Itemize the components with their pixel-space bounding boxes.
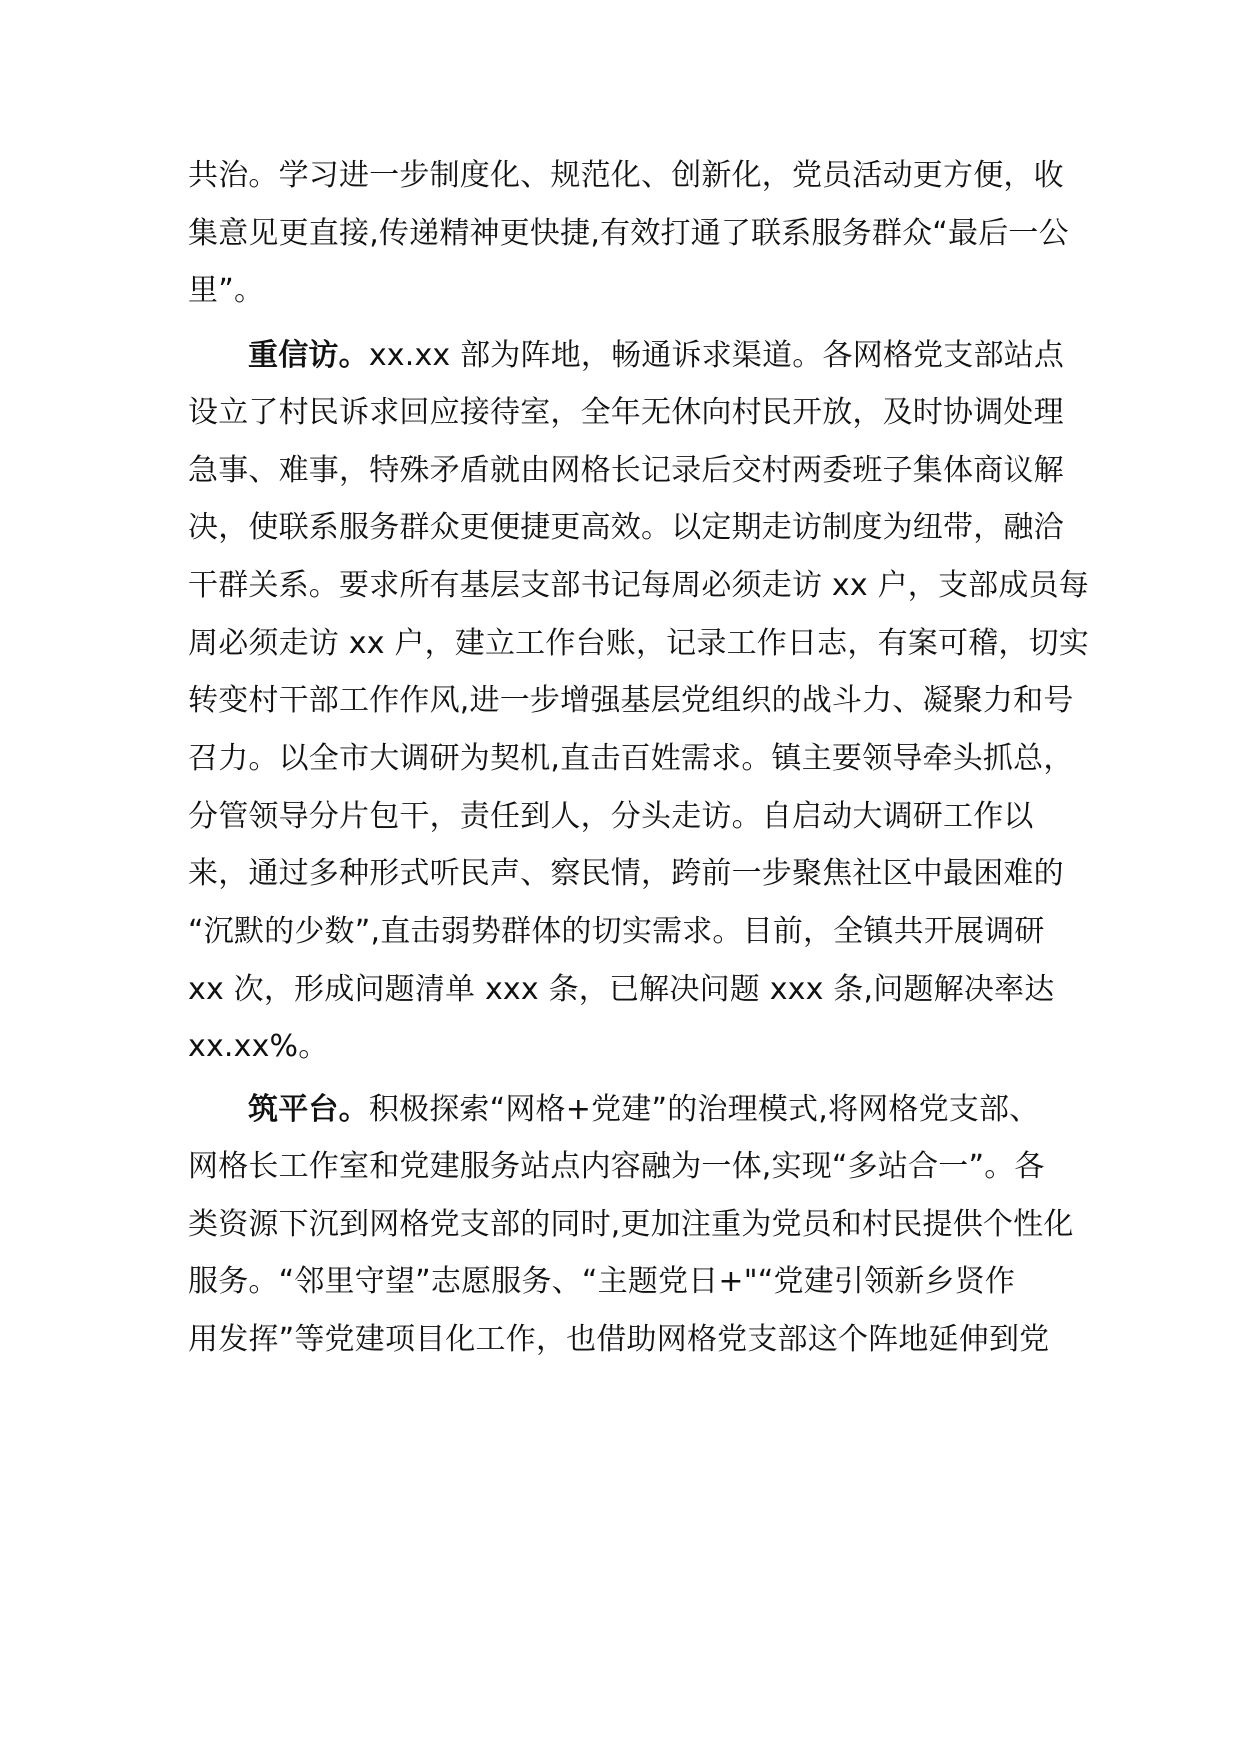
section-heading: 筑平台。 <box>248 1092 369 1127</box>
section-heading: 重信访。 <box>248 338 369 373</box>
text-line: 用发挥”等党建项目化工作，也借助网格党支部这个阵地延伸到党 <box>188 1322 1050 1357</box>
text-line: 类资源下沉到网格党支部的同时,更加注重为党员和村民提供个性化 <box>188 1207 1074 1242</box>
text-line: 设立了村民诉求回应接待室，全年无休向村民开放，及时协调处理 <box>188 395 1064 430</box>
text-line: 分管领导分片包干，责任到人，分头走访。自启动大调研工作以 <box>188 799 1034 834</box>
text-line: 共治。学习进一步制度化、规范化、创新化，党员活动更方便，收 <box>188 158 1064 193</box>
text-line: 里”。 <box>188 273 265 308</box>
paragraph-first-line <box>248 1090 1039 1130</box>
text-line: 决，使联系服务群众更便捷更高效。以定期走访制度为纽带，融洽 <box>188 510 1064 545</box>
text-line: xx.xx%。 <box>188 1029 329 1064</box>
text-line: 转变村干部工作作风,进一步增强基层党组织的战斗力、凝聚力和号 <box>188 683 1074 718</box>
text-line: 周必须走访 xx 户，建立工作台账，记录工作日志，有案可稽，切实 <box>188 626 1089 661</box>
text-line: 网格长工作室和党建服务站点内容融为一体,实现“多站合一”。各 <box>188 1149 1045 1184</box>
text-line: “沉默的少数”,直击弱势群体的切实需求。目前，全镇共开展调研 <box>188 914 1045 949</box>
text-line: xx 次，形成问题清单 xxx 条，已解决问题 xxx 条,问题解决率达 <box>188 972 1055 1007</box>
text-run: xx.xx 部为阵地，畅通诉求渠道。各网格党支部站点 <box>368 338 1065 373</box>
text-line: 来，通过多种形式听民声、察民情，跨前一步聚焦社区中最困难的 <box>188 856 1064 891</box>
paragraph-first-line <box>248 336 1064 376</box>
text-run: 积极探索“网格+党建”的治理模式,将网格党支部、 <box>368 1092 1040 1127</box>
text-line: 集意见更直接,传递精神更快捷,有效打通了联系服务群众“最后一公 <box>188 216 1069 251</box>
text-line: 召力。以全市大调研为契机,直击百姓需求。镇主要领导牵头抓总， <box>188 741 1074 776</box>
text-line: 急事、难事，特殊矛盾就由网格长记录后交村两委班子集体商议解 <box>188 453 1064 488</box>
text-line: 服务。“邻里守望”志愿服务、“主题党日+"“党建引领新乡贤作 <box>188 1264 1016 1299</box>
text-line: 干群关系。要求所有基层支部书记每周必须走访 xx 户，支部成员每 <box>188 568 1089 603</box>
